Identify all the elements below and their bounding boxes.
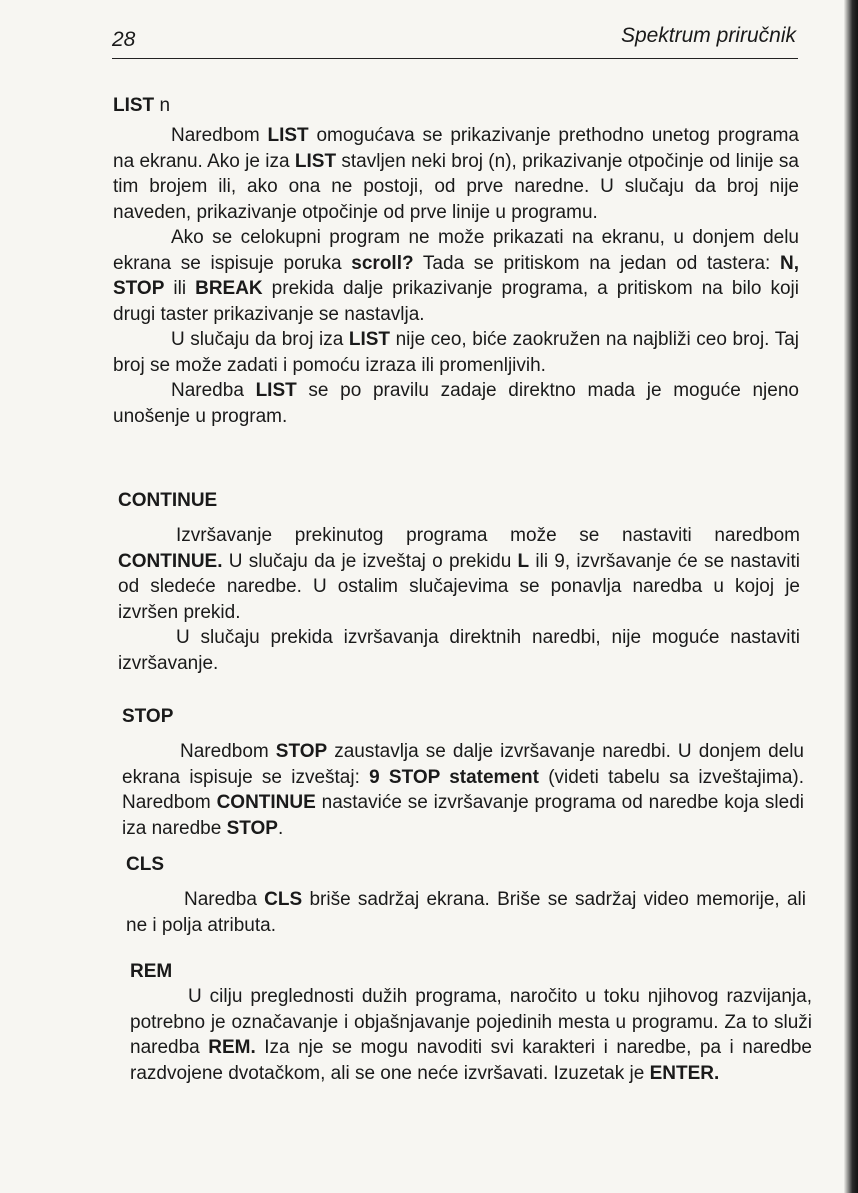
text-run: (videti tabelu sa izveštajima). Naredbom [122, 766, 804, 813]
paragraph [118, 625, 800, 676]
bold-keyword: LIST [294, 150, 337, 172]
section-cls [126, 853, 806, 938]
bold-keyword: REM. [208, 1037, 256, 1058]
bold-keyword: CONTINUE [216, 792, 316, 813]
text-run: ili 9, izvršavanje će se nastaviti od sledeće naredbe. U ostalim slučajevima se ponavlja naredba u kojoj je izvršen prekid. [118, 550, 800, 623]
section-heading-cls: CLS [126, 854, 164, 875]
bold-keyword: STOP [226, 817, 278, 839]
section-continue [118, 489, 800, 676]
text-run: Naredbom [171, 125, 268, 146]
text-run: Iza nje se mogu navoditi svi karakteri i naredbe, pa i naredbe razdvojene dvotačkom, ali se one neće izvršavati. Izuzetak je [130, 1037, 812, 1084]
section-stop [122, 705, 804, 841]
running-title: Spektrum priručnik [620, 24, 796, 47]
section-rem [130, 960, 812, 1086]
text-run: U slučaju da broj iza [171, 329, 349, 350]
text-run: U cilju preglednosti dužih programa, naročito u toku njihovog razvijanja, potrebno je označavanje i objašnjavanje pojedinih mesta u programu. Za to služi naredba [130, 986, 812, 1058]
bold-keyword: CLS [264, 889, 303, 910]
bold-keyword: ENTER. [649, 1062, 720, 1084]
text-run: . [277, 817, 284, 839]
bold-keyword: N, STOP [113, 252, 799, 299]
paragraph [126, 887, 806, 938]
section-heading-stop: STOP [122, 706, 174, 727]
heading-argument: n [159, 95, 171, 116]
page-header [112, 22, 798, 59]
section-heading-continue: CONTINUE [118, 490, 218, 511]
bold-keyword: BREAK [195, 278, 263, 299]
text-run: ili [164, 278, 196, 299]
text-run: Naredbom [180, 741, 276, 762]
section-heading-rem: REM [130, 961, 173, 982]
text-run: stavljen neki broj (n), prikazivanje otpočinje od linije sa tim brojem ili, ako ona ne postoji, od prve naredne. U slučaju da broj nije naveden, prikazivanje otpočinje od prve linije u programu. [113, 150, 800, 223]
text-run: nastaviće se izvršavanje programa od naredbe koja sledi iza naredbe [122, 792, 804, 839]
paragraph [113, 378, 799, 429]
paragraph [118, 523, 800, 625]
text-run: zaustavlja se dalje izvršavanje naredbi. U donjem delu ekrana ispisuje se izveštaj: [122, 741, 804, 788]
bold-keyword: 9 STOP statement [369, 766, 539, 788]
section-list [113, 94, 799, 429]
text-run: U slučaju da je izveštaj o prekidu [222, 550, 518, 572]
text-run: U slučaju prekida izvršavanja direktnih naredbi, nije moguće nastaviti izvršavanje. [118, 627, 800, 674]
paragraph [113, 123, 799, 225]
bold-keyword: LIST [267, 125, 309, 146]
text-run: Tada se pritiskom na jedan od tastera: [413, 252, 780, 274]
heading-keyword: LIST [113, 95, 155, 116]
text-run: omogućava se prikazivanje prethodno unetog programa na ekranu. Ako je iza [113, 125, 799, 172]
text-run: Naredba [171, 380, 256, 401]
paragraph [113, 327, 799, 378]
bold-keyword: STOP [275, 741, 328, 762]
page-number: 28 [112, 28, 136, 51]
text-run: Naredba [184, 889, 265, 910]
section-heading-list [113, 94, 799, 118]
bold-keyword: LIST [255, 380, 297, 401]
text-run: nije ceo, biće zaokružen na najbliži ceo broj. Taj broj se može zadati i pomoću izraza ili promenljivih. [113, 329, 799, 376]
bold-keyword: scroll? [351, 252, 414, 274]
bold-keyword: L [517, 550, 530, 572]
bold-keyword: LIST [348, 329, 391, 350]
paragraph [113, 225, 799, 327]
text-run: se po pravilu zadaje direktno mada je moguće njeno unošenje u program. [113, 380, 799, 427]
text-run: Izvršavanje prekinutog programa može se nastaviti naredbom [176, 525, 800, 546]
bold-keyword: CONTINUE. [118, 550, 223, 572]
text-run: briše sadržaj ekrana. Briše se sadržaj video memorije, ali ne i polja atributa. [126, 889, 806, 936]
text-run: Ako se celokupni program ne može prikazati na ekranu, u donjem delu ekrana se ispisuje poruka [113, 227, 799, 274]
page-edge-shadow [844, 0, 858, 1193]
text-run: prekida dalje prikazivanje programa, a pritiskom na bilo koji drugi taster prikazivanje se nastavlja. [113, 278, 799, 325]
paragraph [122, 739, 804, 841]
paragraph [130, 984, 812, 1086]
